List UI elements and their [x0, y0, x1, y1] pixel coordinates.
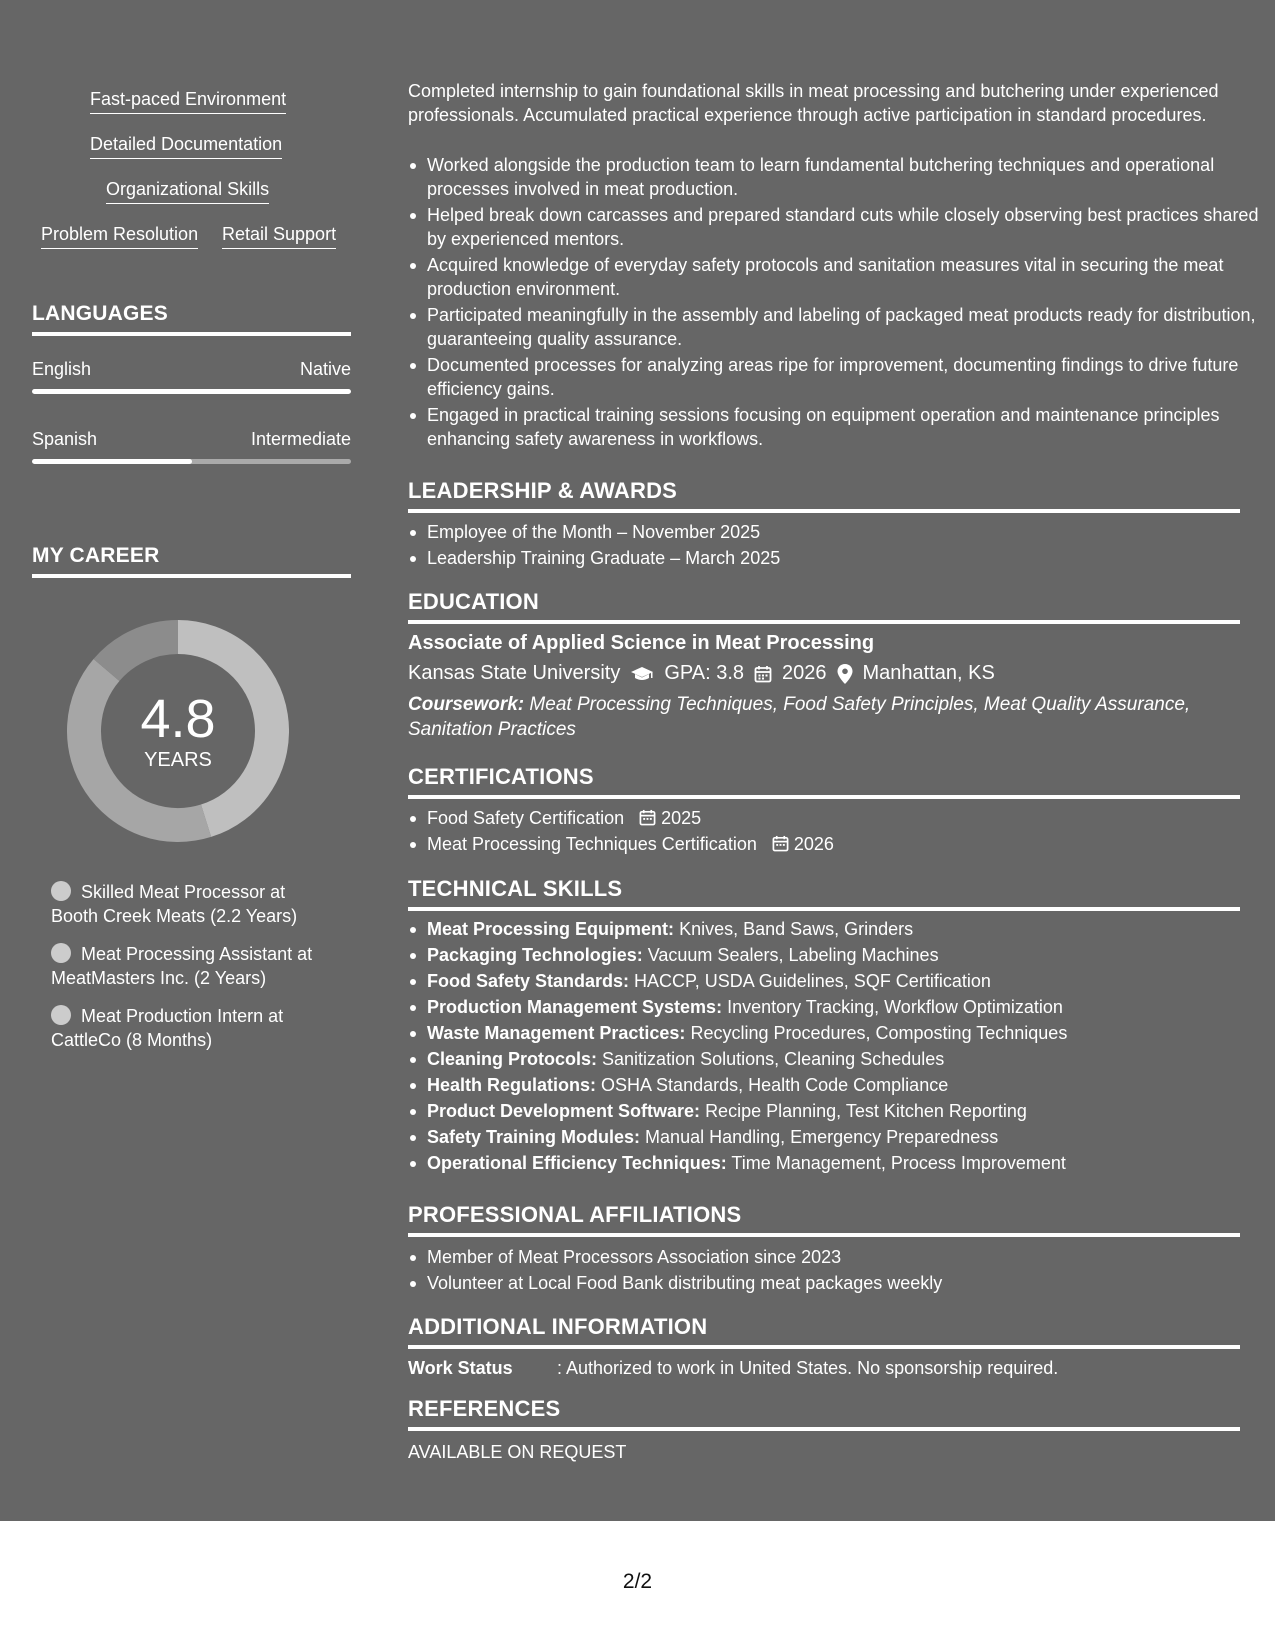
coursework-label: Coursework: [408, 694, 525, 715]
certification-name: Food Safety Certification [427, 808, 625, 828]
career-heading: MY CAREER [32, 544, 351, 578]
language-proficiency-fill [32, 389, 351, 394]
career-legend-dot [51, 943, 71, 963]
list-item: Leadership Training Graduate – March 2025 [427, 546, 1259, 570]
language-level: Intermediate [250, 429, 351, 449]
list-item: Engaged in practical training sessions focusing on equipment operation and maintenance principles enhancing safety awareness in workflows. [427, 403, 1259, 451]
skill-values: Recycling Procedures, Composting Techniques [690, 1023, 1068, 1043]
skill-values: Recipe Planning, Test Kitchen Reporting [705, 1101, 1027, 1121]
technical-skills-list [408, 917, 1259, 1177]
language-proficiency-bar [32, 459, 351, 464]
list-item: Acquired knowledge of everyday safety protocols and sanitation measures vital in securing the meat production environment. [427, 253, 1259, 301]
school-name: Kansas State University [408, 662, 621, 684]
calendar-icon [772, 835, 789, 852]
skill-category: Operational Efficiency Techniques: [427, 1153, 727, 1173]
education-details [408, 662, 995, 685]
skill-values: Vacuum Sealers, Labeling Machines [647, 945, 939, 965]
coursework [408, 692, 1240, 742]
leadership-heading: LEADERSHIP & AWARDS [408, 478, 1240, 513]
list-item [427, 917, 1259, 941]
list-item [427, 832, 1259, 856]
skill-category: Health Regulations: [427, 1075, 597, 1095]
list-item [427, 943, 1259, 967]
list-item: Participated meaningfully in the assembly and labeling of packaged meat products ready for distribution, guaranteeing quality assurance. [427, 303, 1259, 351]
coursework-list: Meat Processing Techniques, Food Safety Principles, Meat Quality Assurance, Sanitation Practices [408, 694, 1191, 740]
career-item [51, 942, 321, 990]
skill-category: Product Development Software: [427, 1101, 701, 1121]
graduation-year: 2026 [782, 662, 827, 684]
career-total-unit: YEARS [144, 748, 212, 771]
skill-tag: Problem Resolution [41, 224, 198, 249]
list-item [427, 1073, 1259, 1097]
career-donut-chart [67, 620, 289, 842]
degree-title: Associate of Applied Science in Meat Processing [408, 632, 875, 654]
skill-values: Knives, Band Saws, Grinders [679, 919, 914, 939]
calendar-icon [754, 665, 772, 683]
language-row [32, 429, 351, 450]
career-legend-dot [51, 881, 71, 901]
skill-values: OSHA Standards, Health Code Compliance [601, 1075, 949, 1095]
skill-tag: Organizational Skills [106, 179, 269, 204]
gpa: GPA: 3.8 [664, 662, 744, 684]
language-name: English [32, 359, 92, 379]
certifications-heading: CERTIFICATIONS [408, 764, 1240, 799]
language-row [32, 359, 351, 380]
languages-heading: LANGUAGES [32, 302, 351, 336]
graduation-cap-icon [630, 666, 654, 682]
list-item: Helped break down carcasses and prepared standard cuts while closely observing best practices shared by experienced mentors. [427, 205, 1259, 249]
skill-category: Safety Training Modules: [427, 1127, 641, 1147]
career-item-text: Meat Production Intern at CattleCo (8 Months) [51, 1006, 284, 1050]
skill-category: Packaging Technologies: [427, 945, 643, 965]
references-heading: REFERENCES [408, 1396, 1240, 1431]
internship-bullets [408, 153, 1259, 453]
work-status-value: : Authorized to work in United States. No sponsorship required. [557, 1358, 1059, 1378]
certifications-list [408, 806, 1259, 858]
list-item [427, 1151, 1259, 1175]
skill-category: Waste Management Practices: [427, 1023, 686, 1043]
skill-values: Sanitization Solutions, Cleaning Schedules [602, 1049, 945, 1069]
skill-category: Food Safety Standards: [427, 971, 630, 991]
list-item: Employee of the Month – November 2025 [427, 520, 1259, 544]
skill-values: Inventory Tracking, Workflow Optimization [727, 997, 1063, 1017]
career-item [51, 880, 321, 928]
career-item [51, 1004, 321, 1052]
career-legend-dot [51, 1005, 71, 1025]
language-name: Spanish [32, 429, 98, 449]
education-heading: EDUCATION [408, 589, 1240, 624]
list-item [427, 1021, 1259, 1045]
skill-tag: Retail Support [222, 224, 336, 249]
certification-name: Meat Processing Techniques Certification [427, 834, 757, 854]
skill-values: Manual Handling, Emergency Preparedness [645, 1127, 999, 1147]
list-item [427, 806, 1259, 830]
list-item [427, 1099, 1259, 1123]
list-item: Volunteer at Local Food Bank distributing meat packages weekly [427, 1271, 1259, 1295]
skill-tag: Detailed Documentation [90, 134, 282, 159]
career-item-text: Skilled Meat Processor at Booth Creek Meats (2.2 Years) [51, 882, 298, 926]
certification-year: 2025 [661, 808, 702, 828]
work-status [408, 1356, 1240, 1380]
donut-center [67, 620, 289, 842]
internship-summary: Completed internship to gain foundational skills in meat processing and butchering under experienced professionals. Accumulated practical experience through active participation in standard procedures. [408, 81, 1219, 125]
additional-info-heading: ADDITIONAL INFORMATION [408, 1314, 1240, 1349]
school-location: Manhattan, KS [862, 662, 995, 684]
skill-values: HACCP, USDA Guidelines, SQF Certification [634, 971, 991, 991]
references-text: AVAILABLE ON REQUEST [408, 1442, 627, 1462]
technical-skills-heading: TECHNICAL SKILLS [408, 876, 1240, 911]
page-number: 2/2 [622, 1570, 653, 1593]
leadership-list [408, 520, 1259, 572]
list-item [427, 995, 1259, 1019]
list-item [427, 1047, 1259, 1071]
career-total-value: 4.8 [140, 688, 216, 749]
skill-values: Time Management, Process Improvement [731, 1153, 1066, 1173]
list-item [427, 969, 1259, 993]
skill-tag: Fast-paced Environment [90, 89, 286, 114]
list-item: Documented processes for analyzing areas ripe for improvement, documenting findings to drive future efficiency gains. [427, 353, 1259, 401]
career-item-text: Meat Processing Assistant at MeatMasters Inc. (2 Years) [51, 944, 313, 988]
skill-category: Meat Processing Equipment: [427, 919, 675, 939]
list-item: Worked alongside the production team to learn fundamental butchering techniques and operational processes involved in meat production. [427, 153, 1259, 201]
language-level: Native [299, 359, 351, 379]
language-proficiency-bar [32, 389, 351, 394]
certification-year: 2026 [793, 834, 834, 854]
location-pin-icon [837, 664, 853, 684]
skill-category: Production Management Systems: [427, 997, 723, 1017]
affiliations-heading: PROFESSIONAL AFFILIATIONS [408, 1202, 1240, 1237]
affiliations-list [408, 1245, 1259, 1297]
calendar-icon [639, 809, 656, 826]
list-item: Member of Meat Processors Association since 2023 [427, 1245, 1259, 1269]
language-proficiency-fill [32, 459, 192, 464]
skill-category: Cleaning Protocols: [427, 1049, 598, 1069]
list-item [427, 1125, 1259, 1149]
work-status-label: Work Status [408, 1358, 513, 1378]
